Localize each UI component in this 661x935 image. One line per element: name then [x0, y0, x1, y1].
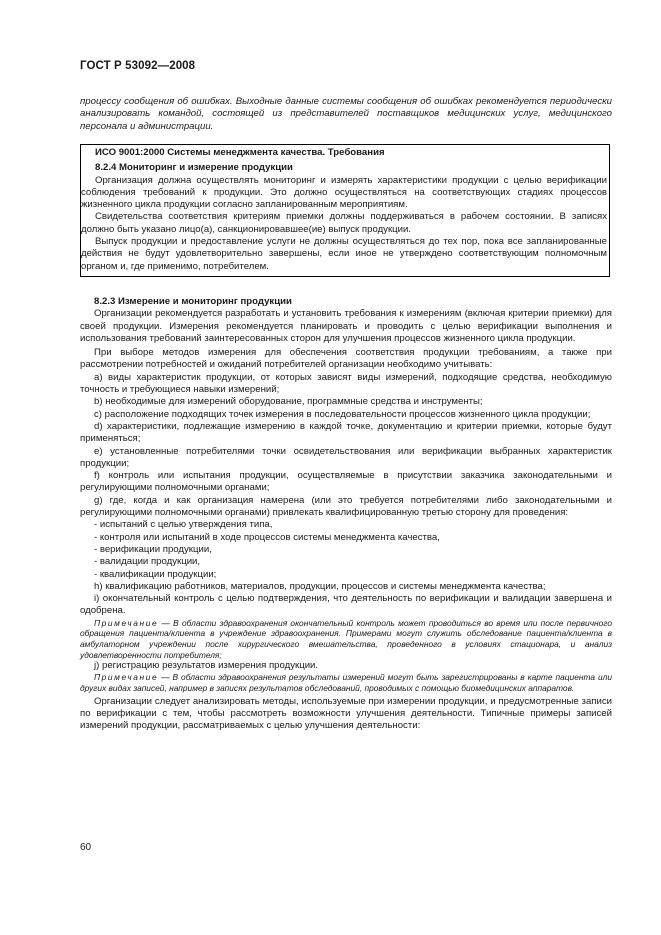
main-section: [80, 296, 612, 732]
note-text: — В области здравоохранения результаты измерений могут быть зарегистрированы в карте пациента или других видах записей, например в записях результатов обследований, проводимых с помощью биомедицинских аппаратов.: [80, 672, 612, 693]
note-label: Примечание: [94, 617, 159, 628]
intro-paragraph: процессу сообщения об ошибках. Выходные данные системы сообщения об ошибках рекомендуется периодически анализировать командой, состоящей из представителей поставщиков медицинских услуг, медицинского персонала и администрации.: [80, 96, 612, 132]
box-paragraph: Выпуск продукции и предоставление услуги не должны осуществляться до тех пор, пока все запланированные действия не будут удовлетворительно завершены, если иное не утверждено соответствующим полномочным органом и, где применимо, потребителем.: [81, 236, 607, 272]
paragraph: При выборе методов измерения для обеспечения соответствия продукции требованиям, а также при рассмотрении потребностей и ожиданий потребителей организации необходимо учитывать:: [80, 347, 612, 371]
note-label: Примечание: [94, 672, 159, 683]
dash-item: - контроля или испытаний в ходе процессов системы менеджмента качества,: [94, 531, 440, 543]
note: [80, 672, 612, 693]
dash-item: - квалификации продукции;: [94, 568, 217, 580]
page-number: 60: [80, 842, 92, 853]
list-item: h) квалификацию работников, материалов, продукции, процессов и системы менеджмента качества;: [94, 580, 546, 592]
section-subheading: 8.2.3 Измерение и мониторинг продукции: [94, 296, 292, 307]
paragraph: Организации следует анализировать методы, используемые при измерении продукции, и предусмотренные записи по верификации с тем, чтобы рассмотреть возможности улучшения деятельности. Типичные примеры записей измерений продукции, рассматриваемых с целью улучшения деятельности:: [80, 695, 612, 732]
list-item: i) окончательный контроль с целью подтверждения, что деятельность по верификации и валидации завершена и одобрена.: [80, 593, 612, 617]
list-item: f) контроль или испытания продукции, осуществляемые в присутствии заказчика законодательными и регулирующими полномочными органами;: [80, 470, 612, 494]
iso-quote-title: ИСО 9001:2000 Системы менеджмента качества. Требования: [95, 147, 385, 158]
list-item: c) расположение подходящих точек измерения в последовательности процессов жизненного цикла продукции;: [94, 408, 591, 420]
box-subheading: 8.2.4 Мониторинг и измерение продукции: [95, 162, 293, 174]
dash-item: - валидации продукции,: [94, 556, 201, 568]
note-text: — В области здравоохранения окончательный контроль может проводиться во время или после первичного обращения пациента/клиента в учреждение здравоохранения. Примерами могут служить обследование пациента/клиента в амбулаторном учреждении после хирургического вмешательства, проведенного в условиях стационара, и анализ удовлетворенности потребителя;: [80, 617, 612, 660]
paragraph: Организации рекомендуется разработать и установить требования к измерениям (включая критерии приемки) для своей продукции. Измерения рекомендуется планировать и проводить с целью верификации выполнения и использования требований заинтересованных сторон для улучшения процессов жизненного цикла продукции.: [80, 308, 612, 344]
box-paragraph: Свидетельства соответствия критериям приемки должны поддерживаться в рабочем состоянии. В записях должно быть указано лицо(а), санкционировавшее(ие) выпуск продукции.: [81, 211, 607, 235]
list-item: b) необходимые для измерений оборудование, программные средства и инструменты;: [94, 396, 483, 408]
standard-header: ГОСТ Р 53092—2008: [80, 60, 196, 72]
note: [80, 618, 612, 660]
iso-quote-box: [80, 144, 610, 277]
box-paragraph: Организация должна осуществлять мониторинг и измерять характеристики продукции с целью верификации соблюдения требований к продукции. Это должно осуществляться на соответствующих стадиях процессов жизненного цикла продукции согласно запланированным мероприятиям.: [81, 174, 607, 211]
list-item: а) виды характеристик продукции, от которых зависят виды измерений, подходящие средства, необходимую точность и требующиеся навыки измерений;: [80, 371, 612, 396]
dash-item: - испытаний с целью утверждения типа,: [94, 519, 273, 531]
list-item: e) установленные потребителями точки освидетельствования или верификации выбранных характеристик продукции;: [80, 445, 612, 469]
dash-item: - верификации продукции,: [94, 543, 212, 555]
list-item: j) регистрацию результатов измерения продукции.: [94, 660, 319, 672]
list-item: d) характеристики, подлежащие измерению в каждой точке, документацию и критерии приемки, которые будут применяться;: [80, 420, 612, 445]
list-item: g) где, когда и как организация намерена (или это требуется потребителями либо законодательными и регулирующими полномочными органами) привлекать квалифицированную третью сторону для проведения:: [80, 494, 612, 519]
